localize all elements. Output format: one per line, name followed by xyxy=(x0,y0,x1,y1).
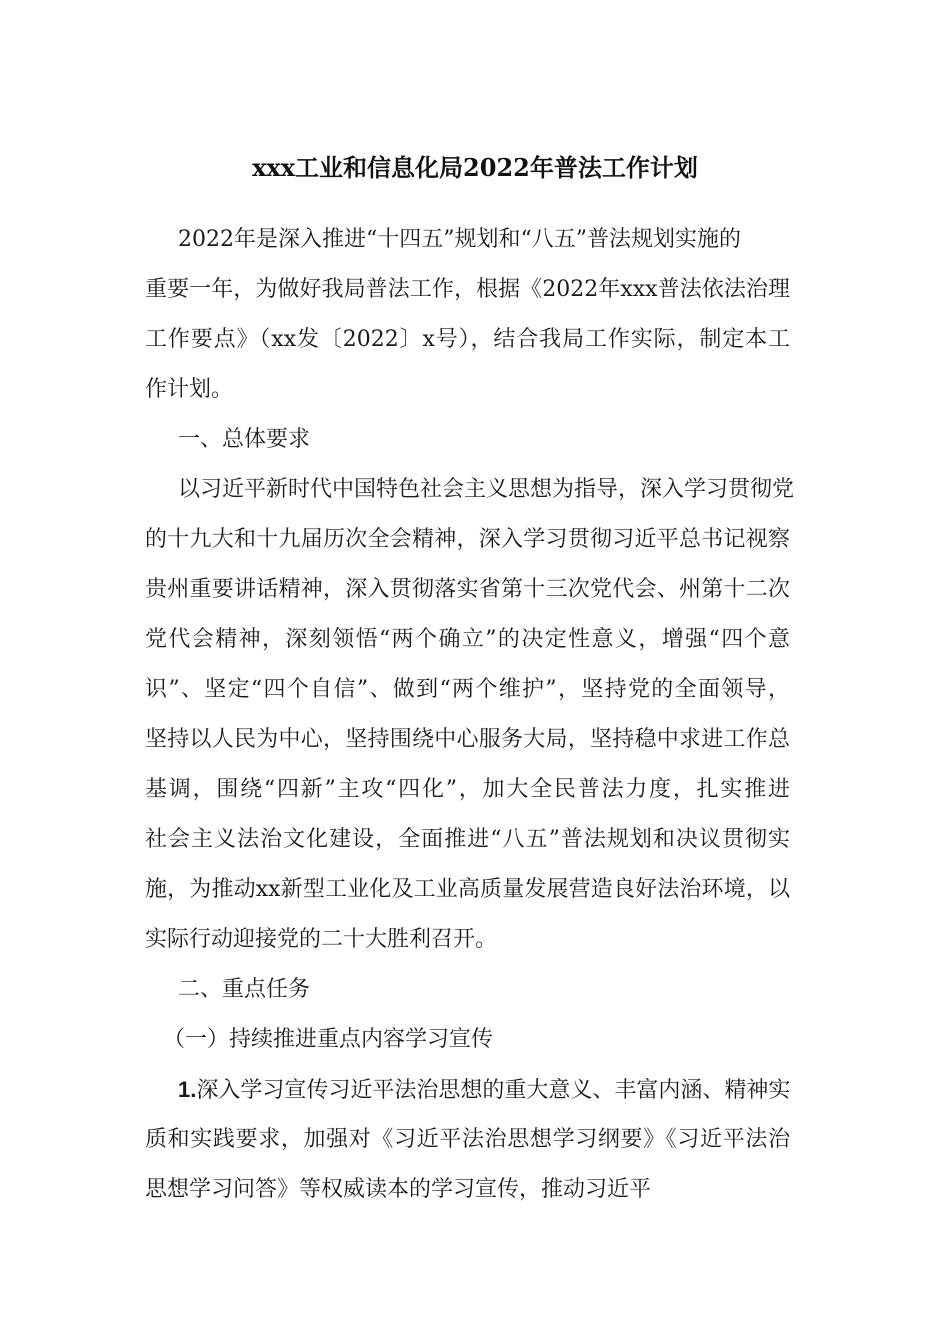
paragraph-line: 坚持以人民为中心，坚持围绕中心服务大局，坚持稳中求进工作总 xyxy=(145,727,790,752)
paragraph-line: 的十九大和十九届历次全会精神，深入学习贯彻习近平总书记视察 xyxy=(145,527,790,552)
paragraph-line: 社会主义法治文化建设，全面推进“八五”普法规划和决议贯彻实 xyxy=(145,827,790,852)
document-title: xxx工业和信息化局2022年普法工作计划 xyxy=(252,153,698,182)
paragraph-line: 施，为推动xx新型工业化及工业高质量发展营造良好法治环境，以 xyxy=(145,877,790,902)
paragraph-line: 质和实践要求，加强对《习近平法治思想学习纲要》《习近平法治 xyxy=(145,1127,790,1152)
item-text: 深入学习宣传习近平法治思想的重大意义、丰富内涵、精神实 xyxy=(196,1078,791,1103)
paragraph-line: 党代会精神，深刻领悟“两个确立”的决定性意义，增强“四个意 xyxy=(145,627,790,652)
paragraph-line: 2022年是深入推进“十四五”规划和“八五”普法规划实施的 xyxy=(178,227,741,252)
paragraph-line: 基调，围绕“四新”主攻“四化”，加大全民普法力度，扎实推进 xyxy=(145,777,790,802)
subsection-heading: （一）持续推进重点内容学习宣传 xyxy=(163,1027,494,1052)
paragraph-line: 以习近平新时代中国特色社会主义思想为指导，深入学习贯彻党 xyxy=(178,477,795,502)
list-item-line xyxy=(178,1065,790,1115)
paragraph-line: 作计划。 xyxy=(145,377,234,402)
paragraph-line: 重要一年，为做好我局普法工作，根据《2022年xxx普法依法治理 xyxy=(145,277,790,302)
paragraph-line: 贵州重要讲话精神，深入贯彻落实省第十三次党代会、州第十二次 xyxy=(145,577,790,602)
paragraph-line: 思想学习问答》等权威读本的学习宣传，推动习近平 xyxy=(145,1177,652,1202)
section-heading: 二、重点任务 xyxy=(178,977,311,1002)
item-number: 1. xyxy=(178,1077,197,1102)
section-heading: 一、总体要求 xyxy=(178,427,311,452)
paragraph-line: 识”、坚定“四个自信”、做到“两个维护”，坚持党的全面领导， xyxy=(145,677,790,702)
paragraph-line: 实际行动迎接党的二十大胜利召开。 xyxy=(145,927,498,952)
paragraph-line: 工作要点》（xx发〔2022〕x号），结合我局工作实际，制定本工 xyxy=(145,327,790,352)
